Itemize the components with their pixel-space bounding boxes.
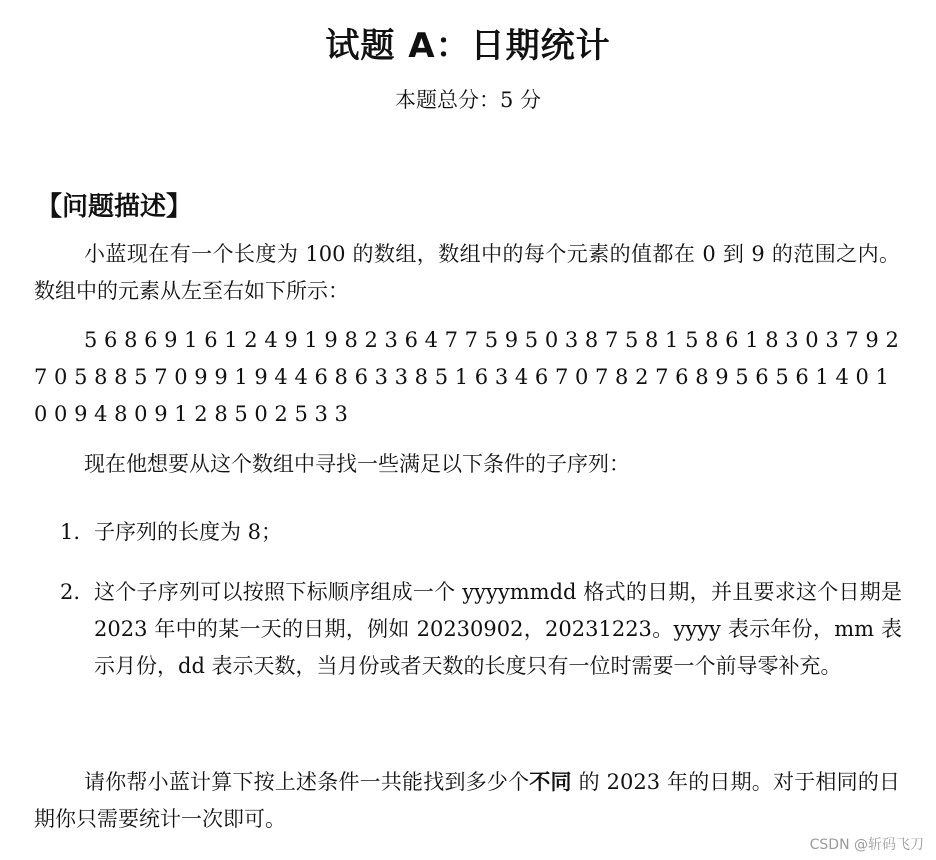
array-line: 0 0 9 4 8 0 9 1 2 8 5 0 2 5 3 3 [34, 402, 348, 426]
intro-paragraph: 小蓝现在有一个长度为 100 的数组，数组中的每个元素的值都在 0 到 9 的范围之内。数组中的元素从左至右如下所示： [34, 242, 900, 303]
section-heading: 【问题描述】 [36, 192, 193, 222]
condition-list [60, 514, 902, 685]
emphasis-text: 不同 [529, 770, 572, 794]
question-paragraph [34, 764, 900, 838]
condition-text: 这个子序列可以按照下标顺序组成一个 yyyymmdd 格式的日期，并且要求这个日期是 2023 年中的某一天的日期，例如 20230902，20231223。yyyy 表示年份，mm 表示月份，dd 表示天数，当月份或者天数的长度只有一位时需要一个前导零补充。 [94, 580, 902, 678]
condition-text: 子序列的长度为 8； [94, 520, 283, 544]
condition-item [60, 574, 902, 685]
array-line: 7 0 5 8 8 5 7 0 9 9 1 9 4 4 6 8 6 3 3 8 5 1 6 3 4 6 7 0 7 8 2 7 6 8 9 5 6 5 6 1 4 0 1 [34, 365, 889, 389]
condition-number: 2. [60, 580, 81, 604]
problem-title: 试题 A：日期统计 [325, 26, 611, 66]
question-text-before: 请你帮小蓝计算下按上述条件一共能找到多少个 [84, 770, 530, 794]
total-score: 本题总分：5 分 [394, 88, 542, 112]
condition-item [60, 514, 902, 551]
condition-intro: 现在他想要从这个数组中寻找一些满足以下条件的子序列： [84, 452, 630, 476]
condition-number: 1. [60, 520, 81, 544]
question-text-after: 的 2023 年的日期。对于相同的日期你只需要统计一次即可。 [34, 770, 901, 831]
array-line: 5 6 8 6 9 1 6 1 2 4 9 1 9 8 2 3 6 4 7 7 5 9 5 0 3 8 7 5 8 1 5 8 6 1 8 3 0 3 7 9 2 [84, 328, 899, 352]
watermark: CSDN @斩码飞刀 [809, 837, 924, 853]
array-values [34, 322, 900, 433]
